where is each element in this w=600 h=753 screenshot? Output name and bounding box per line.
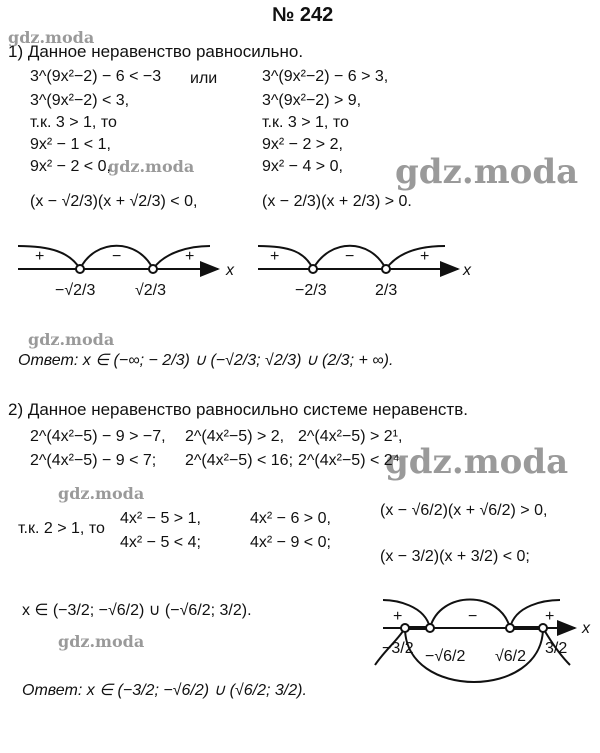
open-point — [76, 265, 84, 273]
or-word: или — [190, 70, 218, 87]
p1-right-line2: 3^(9x²−2) > 9, — [262, 92, 362, 109]
point-label: √6/2 — [495, 648, 527, 665]
point-label: −2/3 — [295, 282, 327, 299]
system-line: 2^(4x²−5) > 2¹, — [298, 428, 403, 445]
system-line: 4x² − 6 > 0, — [250, 510, 331, 527]
system-line: 2^(4x²−5) < 2⁴ — [298, 452, 400, 469]
tk-line: т.к. 2 > 1, то — [18, 520, 105, 537]
open-point — [382, 265, 390, 273]
point-label: 3/2 — [545, 640, 568, 657]
sign-arc — [18, 246, 80, 269]
system-line: 2^(4x²−5) > 2, — [185, 428, 285, 445]
system-line: (x − √6/2)(x + √6/2) > 0, — [380, 502, 548, 519]
axis-var: x — [226, 262, 234, 279]
p1-right-line1: 3^(9x²−2) − 6 > 3, — [262, 68, 389, 85]
axis-var: x — [582, 620, 590, 637]
system-line: 2^(4x²−5) − 9 < 7; — [30, 452, 157, 469]
system-line: 4x² − 5 > 1, — [120, 510, 201, 527]
part2-heading: 2) Данное неравенство равносильно системе неравенств. — [8, 400, 468, 419]
p1-left-line2: 3^(9x²−2) < 3, — [30, 92, 130, 109]
system-line: (x − 3/2)(x + 3/2) < 0; — [380, 548, 530, 565]
system-line: 4x² − 5 < 4; — [120, 534, 201, 551]
watermark: gdz.moda — [8, 28, 95, 47]
system-line: 2^(4x²−5) < 16; — [185, 452, 294, 469]
watermark: gdz.moda — [108, 157, 195, 176]
open-point — [309, 265, 317, 273]
p1-right-line6: (x − 2/3)(x + 2/3) > 0. — [262, 193, 412, 210]
axis-var: x — [463, 262, 471, 279]
sign-label: + — [35, 248, 45, 265]
watermark: gdz.moda — [28, 330, 115, 349]
part2-answer: Ответ: x ∈ (−3/2; −√6/2) ∪ (√6/2; 3/2). — [22, 682, 307, 699]
p1-left-line6: (x − √2/3)(x + √2/3) < 0, — [30, 193, 198, 210]
solution-set: x ∈ (−3/2; −√6/2) ∪ (−√6/2; 3/2). — [22, 602, 252, 619]
open-point — [506, 624, 514, 632]
open-point — [149, 265, 157, 273]
part1-answer: Ответ: x ∈ (−∞; − 2/3) ∪ (−√2/3; √2/3) ∪ (2/3; + ∞). — [18, 352, 394, 369]
sign-label: + — [270, 248, 280, 265]
open-point — [426, 624, 434, 632]
sign-label: + — [185, 248, 195, 265]
watermark: gdz.moda — [58, 632, 145, 651]
sign-arc — [258, 246, 313, 269]
sign-label: + — [545, 608, 555, 625]
point-label: 2/3 — [375, 282, 398, 299]
point-label: −√6/2 — [425, 648, 466, 665]
part1-heading: 1) Данное неравенство равносильно. — [8, 42, 304, 61]
sign-label: + — [420, 248, 430, 265]
point-label: −3/2 — [382, 640, 414, 657]
problem-number: № 242 — [272, 4, 334, 26]
sign-label: − — [468, 608, 478, 625]
watermark: gdz.moda — [395, 152, 579, 192]
system-line: 2^(4x²−5) − 9 > −7, — [30, 428, 166, 445]
p1-left-line1: 3^(9x²−2) − 6 < −3 — [30, 68, 162, 85]
sign-arc — [386, 246, 445, 269]
sign-label: + — [393, 608, 403, 625]
watermark: gdz.moda — [385, 442, 569, 482]
p1-left-line3: т.к. 3 > 1, то — [30, 114, 117, 131]
sign-label: − — [345, 248, 355, 265]
p1-right-line5: 9x² − 4 > 0, — [262, 158, 343, 175]
p1-left-line4: 9x² − 1 < 1, — [30, 136, 111, 153]
point-label: √2/3 — [135, 282, 167, 299]
p1-left-line5: 9x² − 2 < 0, — [30, 158, 111, 175]
sign-arc — [153, 246, 210, 269]
watermark: gdz.moda — [58, 484, 145, 503]
p1-right-line3: т.к. 3 > 1, то — [262, 114, 349, 131]
point-label: −√2/3 — [55, 282, 96, 299]
sign-label: − — [112, 248, 122, 265]
system-line: 4x² − 9 < 0; — [250, 534, 331, 551]
p1-right-line4: 9x² − 2 > 2, — [262, 136, 343, 153]
